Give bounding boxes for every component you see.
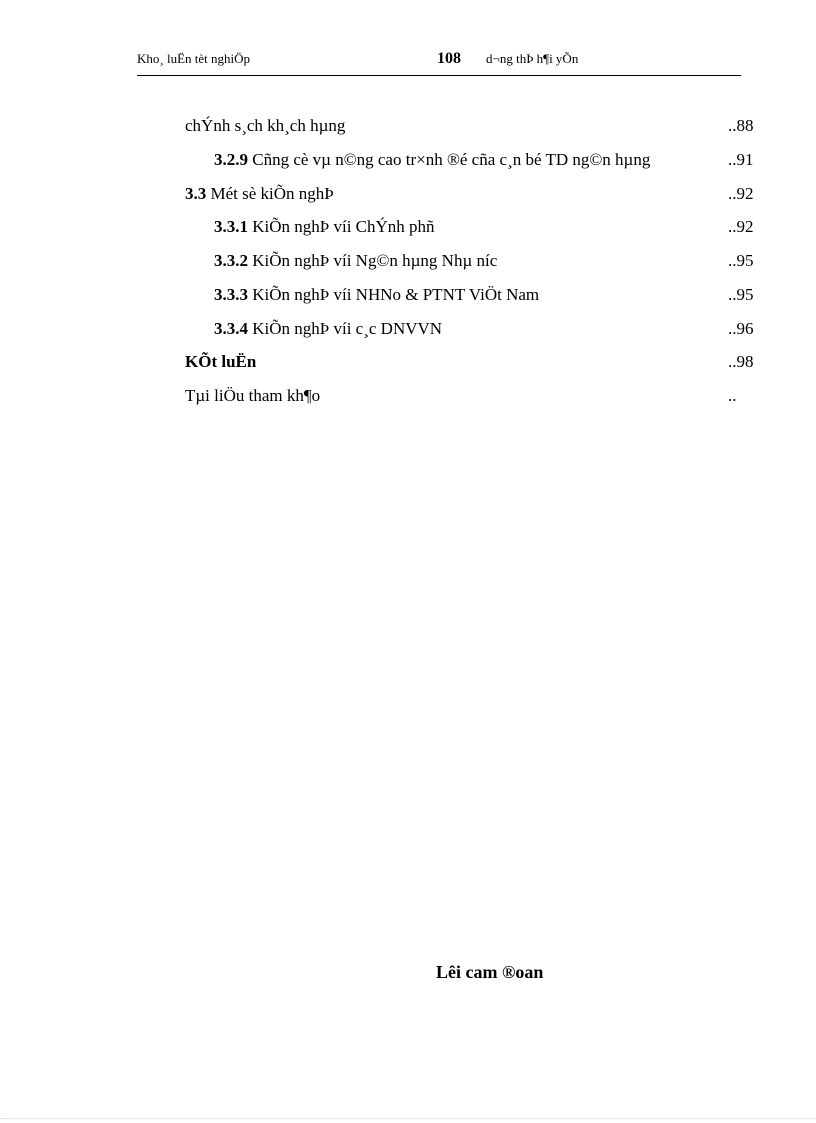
toc-row — [0, 316, 816, 342]
toc-entry-text: KiÕn nghÞ víi Ng©n hµng Nhµ níc — [248, 251, 498, 270]
toc-row — [0, 248, 816, 274]
toc-entry-text: Tµi liÖu tham kh¶o — [185, 386, 321, 405]
toc-entry-number: 3.3.3 — [214, 285, 248, 304]
page-bottom-divider — [0, 1118, 816, 1119]
toc-entry-page: ..96 — [728, 319, 754, 338]
toc-row — [0, 181, 816, 207]
toc-entry-number: 3.3.1 — [214, 217, 248, 236]
toc-entry-number: 3.2.9 — [214, 150, 248, 169]
toc-row — [0, 383, 816, 409]
toc-entry-text: KiÕn nghÞ víi NHNo & PTNT ViÖt Nam — [248, 285, 540, 304]
toc-entry-text: KiÕn nghÞ víi c¸c DNVVN — [248, 319, 443, 338]
toc-entry-text: chÝnh s¸ch kh¸ch hµng — [185, 116, 346, 135]
toc-entry-title — [214, 248, 497, 274]
toc-row — [0, 214, 816, 240]
toc-entry-page: ..98 — [728, 352, 754, 371]
toc-entry-title — [214, 147, 650, 173]
toc-entry-title — [185, 181, 334, 207]
toc-entry-text: KiÕn nghÞ víi ChÝnh phñ — [248, 217, 435, 236]
toc-row — [0, 349, 816, 375]
toc-entry-title — [185, 383, 320, 409]
toc-entry-text: KÕt luËn — [185, 352, 257, 371]
toc-entry-page: ..92 — [728, 184, 754, 203]
toc-entry-page: ..95 — [728, 285, 754, 304]
toc-entry-title — [214, 316, 442, 342]
toc-row — [0, 282, 816, 308]
toc-entry-number: 3.3.4 — [214, 319, 248, 338]
toc-entry-text: Cñng cè vµ n©ng cao tr×nh ®é cña c¸n bé TD ng©n hµng — [248, 150, 651, 169]
toc-entry-title — [214, 282, 539, 308]
toc-entry-title — [214, 214, 435, 240]
declaration-heading: Lêi cam ®oan — [436, 962, 544, 982]
toc-entry-page: ..92 — [728, 217, 754, 236]
header-page-number: 108 — [437, 50, 461, 67]
toc-entry-number: 3.3.2 — [214, 251, 248, 270]
toc-entry-title — [185, 349, 256, 375]
toc-row — [0, 113, 816, 139]
toc-entry-page: ..91 — [728, 150, 754, 169]
toc-entry-page: .. — [728, 386, 737, 405]
page-header — [137, 48, 741, 74]
toc-entry-page: ..95 — [728, 251, 754, 270]
toc-entry-text: Mét sè kiÕn nghÞ — [206, 184, 334, 203]
toc-row — [0, 147, 816, 173]
toc-entry-number: 3.3 — [185, 184, 207, 203]
header-author-name: d¬ng thÞ h¶i yÕn — [486, 51, 579, 66]
header-thesis-title: Kho¸ luËn tèt nghiÖp — [137, 51, 251, 66]
toc-entry-title — [185, 113, 345, 139]
toc-entry-page: ..88 — [728, 116, 754, 135]
header-divider — [137, 75, 741, 76]
